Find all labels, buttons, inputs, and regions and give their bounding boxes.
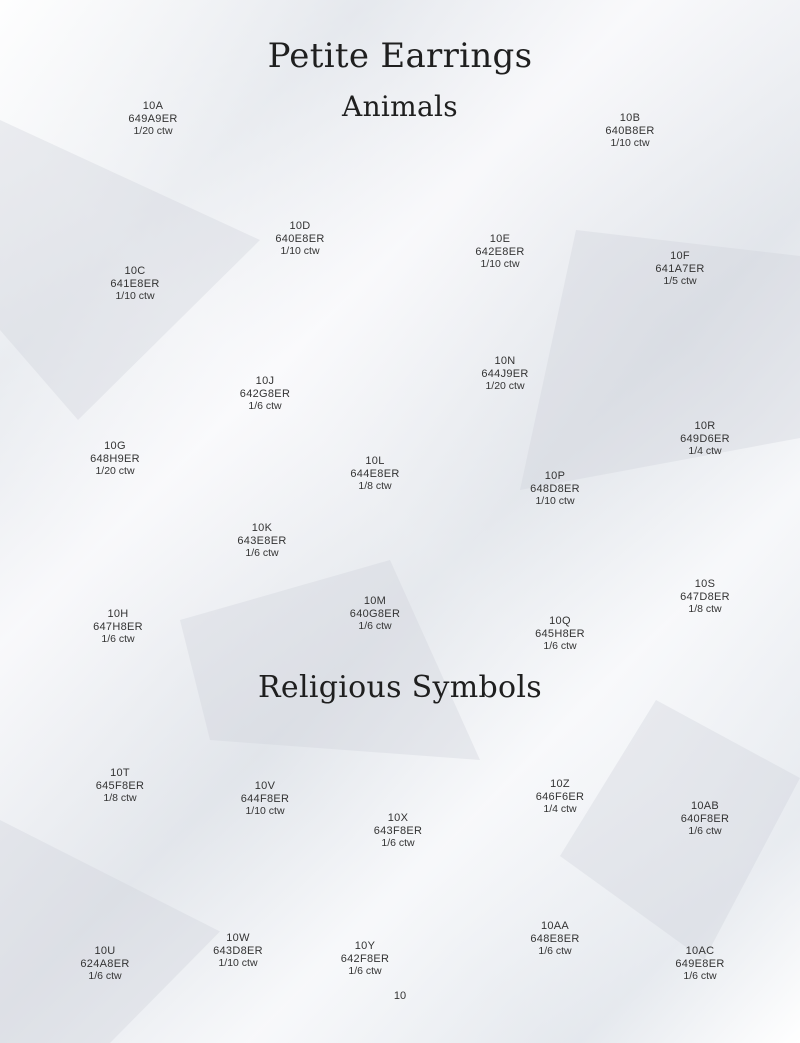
item-carat-weight: 1/6 ctw [248, 400, 282, 412]
item-sku: 648E8ER [530, 932, 580, 945]
page-number: 10 [393, 990, 407, 1002]
item-carat-weight: 1/6 ctw [543, 640, 577, 652]
item-sku: 640F8ER [680, 812, 730, 825]
item-code: 10AC [685, 945, 715, 957]
item-code: 10M [363, 595, 387, 607]
item-code: 10V [254, 780, 276, 792]
item-sku: 649D6ER [680, 432, 730, 445]
product-caption [640, 250, 720, 288]
item-sku: 640G8ER [349, 607, 401, 620]
item-carat-weight: 1/6 ctw [348, 965, 382, 977]
product-caption [665, 800, 745, 838]
product-caption [75, 440, 155, 478]
product-caption [222, 522, 302, 560]
item-carat-weight: 1/6 ctw [381, 837, 415, 849]
item-code: 10N [494, 355, 516, 367]
product-caption [460, 233, 540, 271]
item-code: 10U [94, 945, 116, 957]
item-sku: 646F6ER [535, 790, 585, 803]
item-code: 10G [104, 440, 126, 452]
product-caption [520, 778, 600, 816]
product-caption [515, 920, 595, 958]
item-sku: 643F8ER [373, 824, 423, 837]
item-carat-weight: 1/10 ctw [280, 245, 320, 257]
item-carat-weight: 1/10 ctw [535, 495, 575, 507]
section-title-animals: Animals [342, 90, 458, 123]
product-caption [358, 812, 438, 850]
item-code: 10A [142, 100, 164, 112]
item-sku: 624A8ER [80, 957, 130, 970]
item-code: 10J [255, 375, 275, 387]
item-sku: 644J9ER [481, 367, 529, 380]
product-caption [95, 265, 175, 303]
product-caption [80, 767, 160, 805]
item-carat-weight: 1/6 ctw [245, 547, 279, 559]
item-code: 10E [489, 233, 511, 245]
product-caption [665, 420, 745, 458]
item-sku: 647H8ER [93, 620, 143, 633]
item-carat-weight: 1/10 ctw [218, 957, 258, 969]
item-sku: 642E8ER [475, 245, 525, 258]
item-sku: 644F8ER [240, 792, 290, 805]
item-code: 10D [289, 220, 311, 232]
item-sku: 641E8ER [110, 277, 160, 290]
item-sku: 649A9ER [128, 112, 178, 125]
item-sku: 649E8ER [675, 957, 725, 970]
item-carat-weight: 1/4 ctw [688, 445, 722, 457]
item-carat-weight: 1/8 ctw [688, 603, 722, 615]
item-carat-weight: 1/5 ctw [663, 275, 697, 287]
product-caption [660, 945, 740, 983]
item-code: 10Z [550, 778, 570, 790]
item-code: 10AB [690, 800, 720, 812]
item-sku: 642G8ER [239, 387, 291, 400]
product-caption [335, 595, 415, 633]
product-caption [225, 375, 305, 413]
item-carat-weight: 1/6 ctw [538, 945, 572, 957]
item-carat-weight: 1/4 ctw [543, 803, 577, 815]
item-sku: 643E8ER [237, 534, 287, 547]
item-sku: 648H9ER [90, 452, 140, 465]
product-caption [78, 608, 158, 646]
item-code: 10L [365, 455, 385, 467]
item-code: 10X [387, 812, 409, 824]
item-code: 10H [107, 608, 129, 620]
item-sku: 640E8ER [275, 232, 325, 245]
item-carat-weight: 1/10 ctw [480, 258, 520, 270]
item-sku: 645F8ER [95, 779, 145, 792]
item-carat-weight: 1/10 ctw [610, 137, 650, 149]
product-caption [113, 100, 193, 138]
section-title-religious-symbols: Religious Symbols [258, 670, 542, 705]
item-carat-weight: 1/6 ctw [688, 825, 722, 837]
item-carat-weight: 1/10 ctw [115, 290, 155, 302]
item-code: 10Q [549, 615, 571, 627]
item-sku: 640B8ER [605, 124, 655, 137]
product-caption [515, 470, 595, 508]
item-code: 10R [694, 420, 716, 432]
item-code: 10C [124, 265, 146, 277]
item-code: 10F [670, 250, 690, 262]
item-carat-weight: 1/8 ctw [103, 792, 137, 804]
item-carat-weight: 1/6 ctw [101, 633, 135, 645]
item-code: 10P [544, 470, 566, 482]
product-caption [65, 945, 145, 983]
item-sku: 642F8ER [340, 952, 390, 965]
item-sku: 647D8ER [680, 590, 730, 603]
item-code: 10T [110, 767, 130, 779]
item-sku: 643D8ER [213, 944, 263, 957]
item-code: 10AA [540, 920, 570, 932]
product-caption [325, 940, 405, 978]
item-carat-weight: 1/6 ctw [88, 970, 122, 982]
item-carat-weight: 1/20 ctw [95, 465, 135, 477]
item-code: 10Y [354, 940, 376, 952]
page-title: Petite Earrings [267, 36, 533, 76]
product-caption [520, 615, 600, 653]
item-carat-weight: 1/6 ctw [683, 970, 717, 982]
item-sku: 641A7ER [655, 262, 705, 275]
item-code: 10S [694, 578, 716, 590]
product-caption [665, 578, 745, 616]
item-sku: 644E8ER [350, 467, 400, 480]
item-carat-weight: 1/6 ctw [358, 620, 392, 632]
item-code: 10W [226, 932, 250, 944]
product-caption [225, 780, 305, 818]
item-carat-weight: 1/20 ctw [133, 125, 173, 137]
product-caption [590, 112, 670, 150]
item-code: 10K [251, 522, 273, 534]
product-caption [198, 932, 278, 970]
item-carat-weight: 1/10 ctw [245, 805, 285, 817]
item-sku: 648D8ER [530, 482, 580, 495]
item-carat-weight: 1/8 ctw [358, 480, 392, 492]
product-caption [335, 455, 415, 493]
item-code: 10B [619, 112, 641, 124]
item-carat-weight: 1/20 ctw [485, 380, 525, 392]
product-caption [465, 355, 545, 393]
item-sku: 645H8ER [535, 627, 585, 640]
product-caption [260, 220, 340, 258]
